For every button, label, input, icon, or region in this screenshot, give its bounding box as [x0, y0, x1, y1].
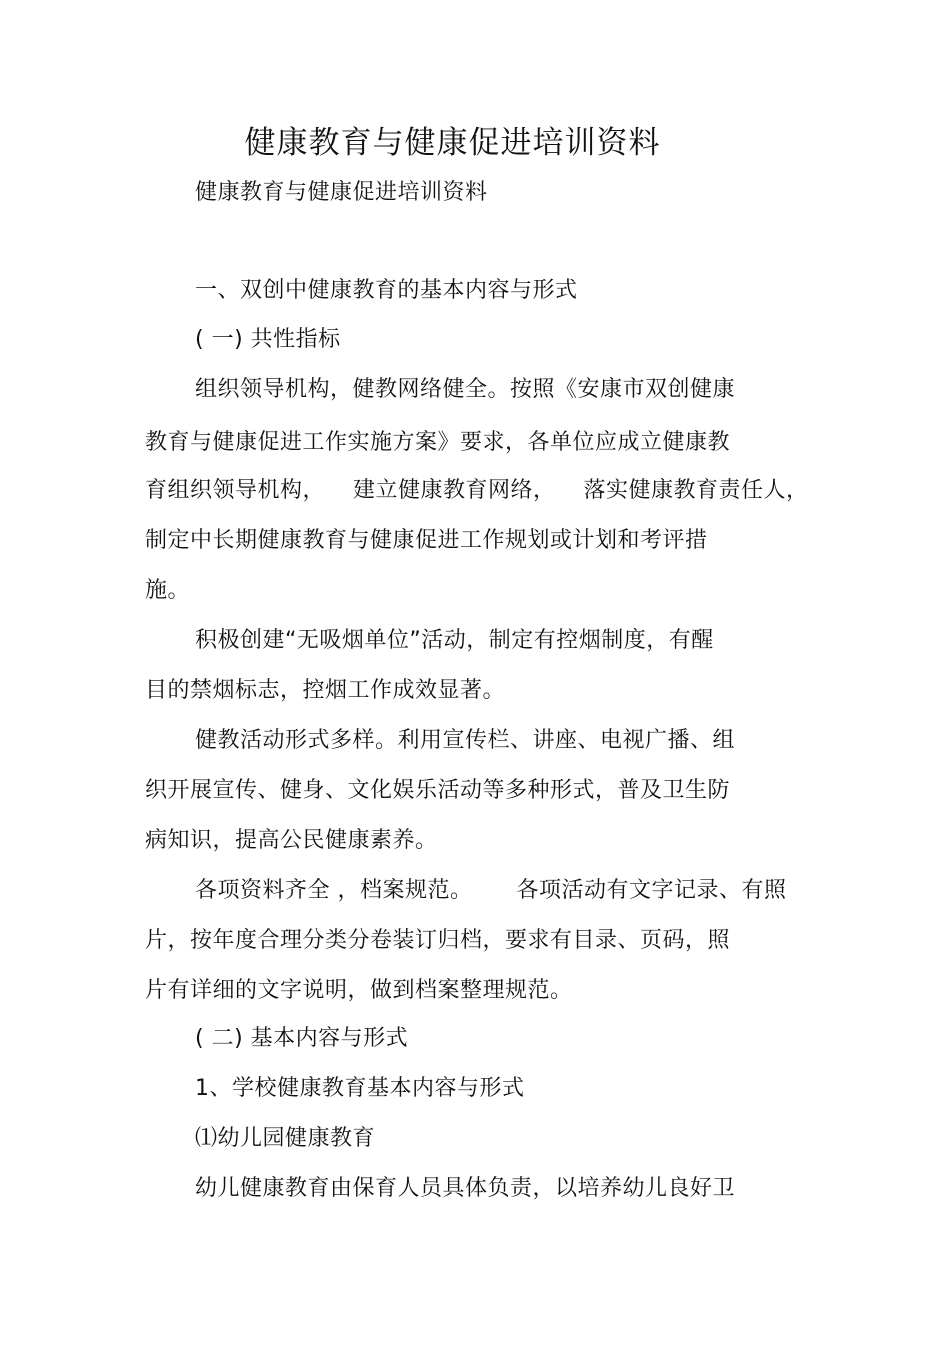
paragraph-fragment: 建立健康教育网络，	[353, 478, 556, 503]
paragraph-fragment: 各项活动有文字记录、有照	[516, 878, 787, 903]
document-title: 健康教育与健康促进培训资料	[244, 125, 661, 161]
paragraph-line: 片，按年度合理分类分卷装订归档，要求有目录、页码，照	[145, 928, 731, 953]
section-heading-1: 一、双创中健康教育的基本内容与形式	[195, 278, 578, 303]
paragraph-line: 片有详细的文字说明，做到档案整理规范。	[145, 978, 573, 1003]
numbered-subheading: ⑴幼儿园健康教育	[195, 1126, 376, 1151]
paragraph-line: 目的禁烟标志，控烟工作成效显著。	[145, 678, 506, 703]
subsection-heading-common: ( 一) 共性指标	[195, 327, 341, 352]
paragraph-line: 施。	[145, 578, 191, 603]
paragraph-line: 健教活动形式多样。利用宣传栏、讲座、电视广播、组	[195, 728, 736, 753]
paragraph-line: 组织领导机构，健教网络健全。按照《安康市双创健康	[195, 377, 736, 402]
paragraph-line: 病知识，提高公民健康素养。	[145, 828, 438, 853]
paragraph-fragment: 各项资料齐全 ，档案规范。	[195, 878, 473, 903]
paragraph-line: 积极创建“无吸烟单位”活动，制定有控烟制度，有醒	[195, 628, 714, 653]
paragraph-line: 织开展宣传、健身、文化娱乐活动等多种形式，普及卫生防	[145, 778, 731, 803]
paragraph-line	[145, 477, 809, 505]
paragraph-line: 教育与健康促进工作实施方案》要求，各单位应成立健康教	[145, 430, 731, 455]
paragraph-line: 制定中长期健康教育与健康促进工作规划或计划和考评措	[145, 528, 708, 553]
subsection-heading-basic: ( 二) 基本内容与形式	[195, 1026, 409, 1051]
document-subtitle: 健康教育与健康促进培训资料	[195, 180, 488, 205]
paragraph-fragment: 育组织领导机构，	[145, 478, 326, 503]
paragraph-line	[195, 877, 787, 905]
paragraph-fragment: 落实健康教育责任人，	[583, 478, 809, 503]
numbered-heading: 1、学校健康教育基本内容与形式	[195, 1076, 525, 1101]
paragraph-line: 幼儿健康教育由保育人员具体负责，以培养幼儿良好卫	[195, 1176, 736, 1201]
